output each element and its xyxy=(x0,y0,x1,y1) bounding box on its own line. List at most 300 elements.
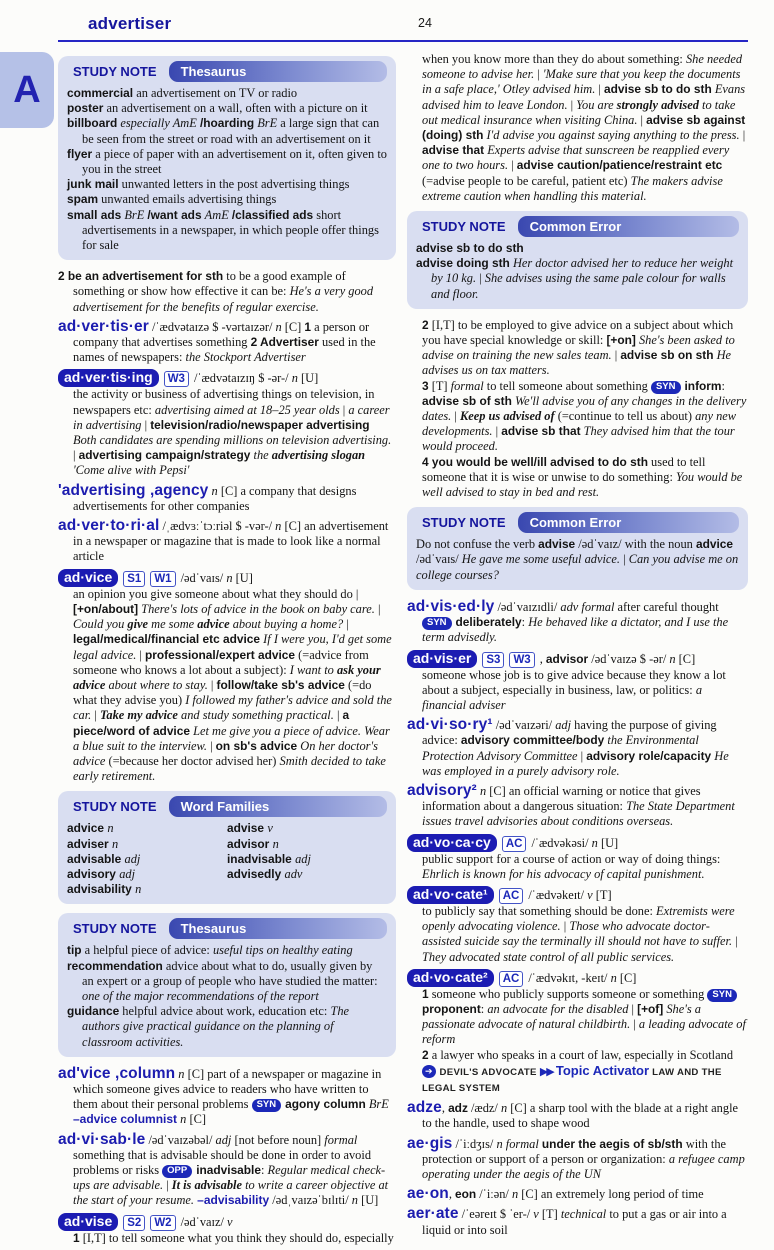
dictionary-entry xyxy=(407,1100,748,1131)
text: /ˈædvəkeɪt/ xyxy=(528,887,588,902)
text: [T] xyxy=(592,887,612,902)
text-line xyxy=(416,241,739,256)
word-families-column xyxy=(67,821,227,897)
text-line xyxy=(407,668,748,714)
italic-text: technical xyxy=(560,1207,607,1222)
text: | xyxy=(206,738,216,753)
study-note-tab: Word Families xyxy=(169,796,387,817)
text: (=advise people to be careful, patient etc) xyxy=(422,173,631,188)
headword-boxed: ad·vo·ca·cy xyxy=(407,834,497,852)
text-line xyxy=(407,455,748,501)
synonym-icon: SYN xyxy=(651,381,681,394)
bold-italic-text: strongly advised xyxy=(616,97,699,112)
italic-text: If I were you, I'd get some legal advice. xyxy=(73,632,392,662)
bold-text: deliberately xyxy=(455,615,522,630)
italic-text: advertising aimed at 18–25 year olds xyxy=(154,402,340,417)
italic-text: I'd advise you against saying anything to the press. xyxy=(486,128,740,143)
italic-text: a financial adviser xyxy=(422,682,703,712)
text: [U] xyxy=(297,371,319,386)
text-line xyxy=(67,101,387,116)
bold-italic-text: Take my advice xyxy=(99,708,178,723)
opposite-icon: OPP xyxy=(162,1165,192,1178)
study-note-header xyxy=(416,216,739,237)
bold-text: television/radio/newspaper advertising xyxy=(150,417,370,432)
bold-text: adviser xyxy=(67,836,112,851)
italic-text: n xyxy=(272,836,279,851)
study-note-label: STUDY NOTE xyxy=(422,219,506,235)
italic-text: about buying a home? xyxy=(229,617,344,632)
italic-text: He was employed in a purely advisory role. xyxy=(422,748,729,778)
text: (=continue to tell us about) xyxy=(554,409,696,424)
italic-text: n xyxy=(275,319,282,334)
text-line xyxy=(67,208,387,254)
italic-text: n xyxy=(479,783,487,798)
bold-text: 2 be an advertisement for sth xyxy=(58,269,224,284)
bold-italic-text: advice xyxy=(197,617,230,632)
text: someone who publicly supports someone or something xyxy=(428,986,708,1001)
text: /ˈeəreɪt $ ˈer-/ xyxy=(458,1207,534,1222)
bold-text: eon xyxy=(455,1187,477,1202)
text: /ədˈvaɪzɪdli/ xyxy=(494,599,561,614)
bold-text: billboard xyxy=(67,116,118,131)
text: , xyxy=(539,651,546,666)
headword: ad·vi·so·ry¹ xyxy=(407,716,493,734)
bold-text: 1 xyxy=(73,1230,80,1245)
text-line xyxy=(407,599,748,646)
text-line xyxy=(227,837,387,852)
text: [C] a sharp tool with the blade at a right angle to the handle, used to shape wood xyxy=(422,1101,739,1131)
bold-text: advise sb on sth xyxy=(620,348,714,363)
italic-text: a leading advocate of reform xyxy=(422,1017,746,1047)
text-line xyxy=(407,987,748,1048)
italic-text: me some xyxy=(148,617,198,632)
bold-text: tip xyxy=(67,943,82,958)
bold-text: advisory role/capacity xyxy=(586,748,712,763)
text: a person or company that advertises something xyxy=(73,319,370,350)
bold-italic-text: It is advisable xyxy=(171,1178,242,1193)
frequency-badge: S3 xyxy=(482,652,504,668)
text-line xyxy=(407,969,748,987)
text-line xyxy=(58,1213,396,1231)
text: [U] xyxy=(232,570,253,585)
text: an opinion you give someone about what they should do | xyxy=(73,586,359,601)
text: [U] xyxy=(357,1193,379,1208)
text: [T] xyxy=(538,1207,561,1222)
text: someone whose job is to give advice because they know a lot about a subject, especially in business, law, or politics: xyxy=(422,667,726,697)
text: | xyxy=(637,112,647,127)
headword-boxed: ad·ver·tis·ing xyxy=(58,369,159,387)
cross-reference-text: LAW AND THE LEGAL SYSTEM xyxy=(422,1066,722,1094)
text: Do not confuse the verb xyxy=(416,537,539,552)
text: a lawyer who speaks in a court of law, especially in Scotland xyxy=(428,1047,734,1062)
bold-text: advisory xyxy=(67,866,120,881)
text: used in the names of newspapers: xyxy=(73,335,376,365)
italic-text: The authors give practical guidance on the planning of classroom activities. xyxy=(82,1004,350,1049)
text: (=because her doctor advised her) xyxy=(105,753,280,768)
text: | xyxy=(508,158,517,173)
italic-text: Ehrlich is known for his advocacy of capital punishment. xyxy=(422,866,705,881)
bold-text: advise caution/patience/restraint etc xyxy=(516,158,723,173)
italic-text: Her doctor advised her to reduce her weight by 10 kg. xyxy=(431,256,734,286)
italic-text: They advised him that the tour would proceed. xyxy=(422,424,735,454)
synonym-icon: SYN xyxy=(252,1099,282,1112)
study-note-header xyxy=(67,796,387,817)
dictionary-entry xyxy=(407,969,748,1096)
text: a helpful piece of advice: xyxy=(81,943,213,958)
text-line xyxy=(58,1231,396,1246)
study-note-box xyxy=(58,791,396,904)
text-line xyxy=(67,177,387,192)
text: /ˌædvɜːˈtɔːriəl $ -vər-/ xyxy=(159,519,276,534)
text: /ˈædvətaɪzɪŋ $ -ər-/ xyxy=(193,371,292,386)
italic-text: n xyxy=(211,483,218,498)
text-line xyxy=(407,1063,748,1096)
text: | xyxy=(343,617,349,632)
bold-text: 1 xyxy=(304,319,312,334)
italic-text: He advises us on tax matters. xyxy=(422,348,732,378)
text: /ədˈvaɪz/ xyxy=(180,1214,228,1229)
italic-text: adj xyxy=(215,1132,232,1147)
text: public support for a course of action or way of doing things: xyxy=(422,851,721,866)
italic-text: 'Come alive with Pepsi' xyxy=(73,463,190,478)
text-line xyxy=(407,52,748,204)
text: after careful thought xyxy=(614,599,719,614)
italic-text: adv xyxy=(284,866,303,881)
italic-text: 'Make sure that you keep the documents in a safe place,' Otley advised him. xyxy=(422,67,741,97)
text-line xyxy=(407,318,748,379)
text: [not before noun] xyxy=(231,1132,325,1147)
bold-text: legal/medical/financial etc advice xyxy=(73,632,261,647)
italic-text: and study something practical. xyxy=(177,708,334,723)
text-line xyxy=(227,852,387,867)
topic-activator-chevrons-icon: ▶▶ xyxy=(539,1065,553,1078)
italic-text: adj xyxy=(119,866,136,881)
text: : xyxy=(260,1162,268,1177)
dictionary-entry xyxy=(407,599,748,646)
text: /ədˈvaɪzəri/ xyxy=(492,718,556,733)
text: something that is advisable should be done in order to avoid problems or risks xyxy=(73,1147,372,1177)
text: | xyxy=(534,67,543,82)
text-line xyxy=(67,837,227,852)
guide-word: advertiser xyxy=(88,14,172,33)
bold-text: recommendation xyxy=(67,958,163,973)
text-line xyxy=(58,587,396,785)
italic-text: v xyxy=(227,1214,233,1229)
dictionary-entry xyxy=(407,1186,748,1202)
italic-text: n xyxy=(669,651,676,666)
italic-text: n xyxy=(226,570,233,585)
text: | xyxy=(567,97,577,112)
frequency-badge: W3 xyxy=(509,652,534,668)
text-line xyxy=(67,882,227,897)
text: | xyxy=(739,128,746,143)
bold-text: [+of] xyxy=(637,1001,664,1016)
bold-text: advice xyxy=(695,537,733,552)
italic-text: n xyxy=(135,882,142,897)
bold-text: [+on] xyxy=(606,333,636,348)
italic-text: a refugee camp operating under the aegis of the UN xyxy=(422,1151,745,1181)
frequency-badge: S2 xyxy=(123,1215,145,1231)
text: (=advice from someone who knows a lot about a subject): xyxy=(73,647,369,677)
italic-text: We'll advise you of any changes in the delivery dates. xyxy=(422,393,747,424)
italic-text: n xyxy=(591,835,598,850)
text: | xyxy=(374,601,381,616)
text-line xyxy=(67,192,387,207)
text: (=do what they advise you) xyxy=(73,677,372,708)
text: [U] xyxy=(597,835,619,850)
italic-text: to write a career objective at the start of your resume. xyxy=(73,1178,389,1208)
text: /ədˈvaɪzəbəl/ xyxy=(145,1132,216,1147)
bold-italic-text: ask your advice xyxy=(73,662,381,692)
italic-text: adj xyxy=(124,851,141,866)
text: : xyxy=(521,615,529,630)
text: | xyxy=(333,708,343,723)
text: | xyxy=(732,934,738,949)
italic-text: any new developments. xyxy=(422,409,737,439)
text: | xyxy=(339,402,349,417)
bold-text: guidance xyxy=(67,1004,120,1019)
bold-text: 2 xyxy=(422,1047,429,1062)
italic-text: I want to xyxy=(289,662,337,677)
text: [C] xyxy=(186,1112,206,1127)
text: /ˈædvətaɪzə $ -vərtaɪzər/ xyxy=(148,319,276,334)
text: [C] xyxy=(616,970,637,985)
text: to put a gas or air into a liquid or into soil xyxy=(422,1207,727,1237)
text: an advertisement on a wall, often with a picture on it xyxy=(103,101,368,116)
word-families-columns xyxy=(67,821,387,897)
bold-text: junk mail xyxy=(67,177,119,192)
study-note-box xyxy=(58,56,396,260)
text: [C] an advertisement in a newspaper or magazine that is made to look like a normal article xyxy=(73,519,389,564)
text-line xyxy=(227,821,387,836)
text: a piece of paper with an advertisement on it, often given to you in the street xyxy=(82,146,387,177)
topic-activator-link: Topic Activator xyxy=(555,1062,650,1078)
italic-text: I followed my father's advice and sold the car. xyxy=(73,693,392,723)
text: the activity or business of advertising things on television, in newspapers etc: xyxy=(73,387,375,417)
bold-text: advisory committee/body xyxy=(460,733,605,748)
text-line xyxy=(67,959,387,1005)
bold-text: 2 Advertiser xyxy=(250,335,319,350)
headword: 'advertising ,agency xyxy=(58,481,209,499)
dictionary-entry xyxy=(407,318,748,500)
italic-text: the Environmental Protection Advisory Committee xyxy=(422,733,699,763)
italic-text: He's a very good advertisement for the benefits of regular exercise. xyxy=(73,284,374,314)
text: [C] a company that designs advertisements for other companies xyxy=(73,483,357,513)
text: [C] xyxy=(281,319,305,334)
text: a large sign that can be seen from the street or road with an advertisement on it xyxy=(82,116,380,146)
dictionary-entry xyxy=(407,886,748,965)
headword: ad·ver·tis·er xyxy=(58,317,149,335)
text: [T] xyxy=(428,378,451,393)
text-line xyxy=(67,1004,387,1050)
italic-text: n xyxy=(511,1187,519,1202)
headword-boxed: ad·vo·cate¹ xyxy=(407,886,494,904)
italic-text: especially AmE xyxy=(120,116,200,131)
text-line xyxy=(67,147,387,177)
text: /ədˈvaɪs/ xyxy=(416,552,462,567)
text: | xyxy=(207,677,217,692)
italic-text: a career in advertising xyxy=(73,402,390,432)
text: | xyxy=(141,417,151,432)
headword: ad·vi·sab·le xyxy=(58,1130,146,1148)
study-note-tab: Thesaurus xyxy=(169,61,387,82)
italic-text: n xyxy=(111,836,119,851)
dictionary-entry xyxy=(58,483,396,514)
bold-text: advice xyxy=(67,821,108,836)
text: to be a good example of something or show how effective it can be: xyxy=(73,269,346,299)
text-line xyxy=(58,319,396,366)
headword: adze xyxy=(407,1099,442,1117)
dictionary-entry xyxy=(58,1132,396,1209)
right-column xyxy=(407,49,748,1250)
frequency-badge: W1 xyxy=(150,571,175,587)
text: [C] part of a newspaper or magazine in which someone gives advice to readers who have written to them about their personal problems xyxy=(73,1066,382,1112)
text-line xyxy=(58,387,396,478)
text: | xyxy=(595,82,605,97)
italic-text: n xyxy=(500,1101,508,1116)
bold-text: advisable xyxy=(67,851,125,866)
bold-text: advisability xyxy=(67,882,136,897)
italic-text: The State Department issues travel advisories about conditions overseas. xyxy=(422,799,735,829)
text: [I,T] to tell someone what you think they should do, especially xyxy=(79,1230,394,1245)
italic-text: Could you xyxy=(73,617,128,632)
bold-text: advise xyxy=(227,821,268,836)
bold-text: advisedly xyxy=(227,866,285,881)
text: , xyxy=(441,1101,449,1116)
bold-text: advisor xyxy=(227,836,273,851)
italic-text: adj xyxy=(555,718,572,733)
study-note-label: STUDY NOTE xyxy=(73,64,157,79)
bold-text: 1 xyxy=(422,986,429,1001)
study-note-label: STUDY NOTE xyxy=(422,515,506,531)
italic-text: She needed someone to advise her. xyxy=(422,52,743,82)
frequency-badge: S1 xyxy=(123,571,145,587)
bold-italic-text: give xyxy=(127,617,149,632)
italic-text: the xyxy=(253,448,272,463)
text: /ˈiːdʒɪs/ xyxy=(452,1136,497,1151)
study-note-header xyxy=(67,918,387,939)
text-line xyxy=(407,1048,748,1063)
text: an advertisement on TV or radio xyxy=(133,86,298,100)
text: with the protection or support of a person or organization: xyxy=(422,1136,727,1166)
text-line xyxy=(58,369,396,387)
text-line xyxy=(58,483,396,514)
italic-text: Both candidates are spending millions on television advertising. xyxy=(73,433,392,448)
bold-text: proponent xyxy=(422,1001,481,1016)
columns xyxy=(58,49,748,1250)
italic-text: Smith decided to take early retirement. xyxy=(73,753,386,784)
italic-text: n xyxy=(275,519,282,534)
italic-text: She advises using the same pale colour for walls and floor. xyxy=(431,271,726,301)
headword-boxed: ad·vise xyxy=(58,1213,118,1231)
synonym-icon: SYN xyxy=(422,617,452,630)
text: /ædz/ xyxy=(467,1101,501,1116)
italic-text: an advocate for the disabled xyxy=(487,1001,629,1016)
text-line xyxy=(407,650,748,668)
text-line xyxy=(407,834,748,852)
bold-text: small ads xyxy=(67,207,122,222)
headword: advisory² xyxy=(407,781,477,799)
page-number: 24 xyxy=(418,16,432,30)
bold-text: /classified ads xyxy=(231,207,314,222)
text: | xyxy=(476,271,485,286)
italic-text: n xyxy=(178,1066,185,1081)
italic-text: formal xyxy=(324,1132,358,1147)
study-note-box xyxy=(58,913,396,1056)
text: | xyxy=(628,1001,638,1016)
bold-text: advise sb to do sth xyxy=(604,82,712,97)
dictionary-entry xyxy=(58,319,396,366)
letter-tab: A xyxy=(0,52,54,128)
text-line xyxy=(407,717,748,779)
italic-text: the Stockport Advertiser xyxy=(185,350,306,365)
study-note-label: STUDY NOTE xyxy=(73,921,157,937)
text: | xyxy=(136,647,145,662)
study-note-header xyxy=(67,61,387,82)
italic-text: Regular medical check-ups are advisable. xyxy=(73,1162,386,1193)
text-line xyxy=(407,1100,748,1131)
bold-text: 3 xyxy=(422,378,429,393)
italic-text: He gave me some useful advice. xyxy=(461,552,621,567)
headword-boxed: ad·vis·er xyxy=(407,650,477,668)
dictionary-entry xyxy=(407,783,748,830)
left-column xyxy=(58,49,396,1250)
dictionary-entry xyxy=(407,1136,748,1183)
study-note-header xyxy=(416,512,739,533)
bold-text: inadvisable xyxy=(196,1162,261,1177)
italic-text: Let me give you a piece of advice. Wear a blue suit to the interview. xyxy=(73,723,390,753)
italic-text: adv formal xyxy=(560,599,615,614)
bold-text: agony column xyxy=(285,1097,366,1112)
text: | xyxy=(91,708,100,723)
bold-text: advise xyxy=(538,537,576,552)
text: | xyxy=(163,1178,172,1193)
dictionary-entry xyxy=(407,52,748,204)
italic-text: The makers advise extreme caution when handling this material. xyxy=(422,173,723,203)
synonym-icon: SYN xyxy=(707,989,737,1002)
text: /ədˈvaɪz/ with the noun xyxy=(575,537,696,552)
italic-text: n xyxy=(351,1193,358,1208)
text-line xyxy=(407,379,748,455)
text-line xyxy=(407,1186,748,1202)
italic-text: v xyxy=(587,887,593,902)
bold-text: 4 you would be well/ill advised to do sth xyxy=(422,454,648,469)
text-line xyxy=(67,943,387,958)
study-note-box xyxy=(407,211,748,309)
italic-text: adj xyxy=(295,851,311,866)
dictionary-entry xyxy=(58,569,396,785)
text: | xyxy=(492,424,502,439)
text: , xyxy=(448,1187,456,1202)
dictionary-entry xyxy=(407,1206,748,1237)
frequency-badge: W2 xyxy=(150,1215,175,1231)
cross-reference-arrow-icon: ➔ xyxy=(422,1065,436,1078)
text: helpful advice about work, education etc: xyxy=(119,1004,331,1019)
text: to publicly say that something should be done: xyxy=(422,903,657,918)
text: [I,T] to be employed to give advice on a subject about which you have special knowledge or skill: xyxy=(422,317,734,348)
study-note-label: STUDY NOTE xyxy=(73,799,157,815)
text-line xyxy=(58,1132,396,1209)
italic-text: Extremists were openly advocating violence. xyxy=(422,903,735,934)
text: when you know more than they do about something: xyxy=(422,52,686,66)
bold-text: poster xyxy=(67,101,104,116)
derived-form: –advice columnist xyxy=(73,1112,178,1127)
italic-text: They advocated state control of all public services. xyxy=(422,949,675,964)
italic-text: n xyxy=(610,970,617,985)
italic-text: BrE xyxy=(257,116,278,131)
headword: ad·vis·ed·ly xyxy=(407,597,495,615)
bold-text: /hoarding xyxy=(199,116,255,131)
